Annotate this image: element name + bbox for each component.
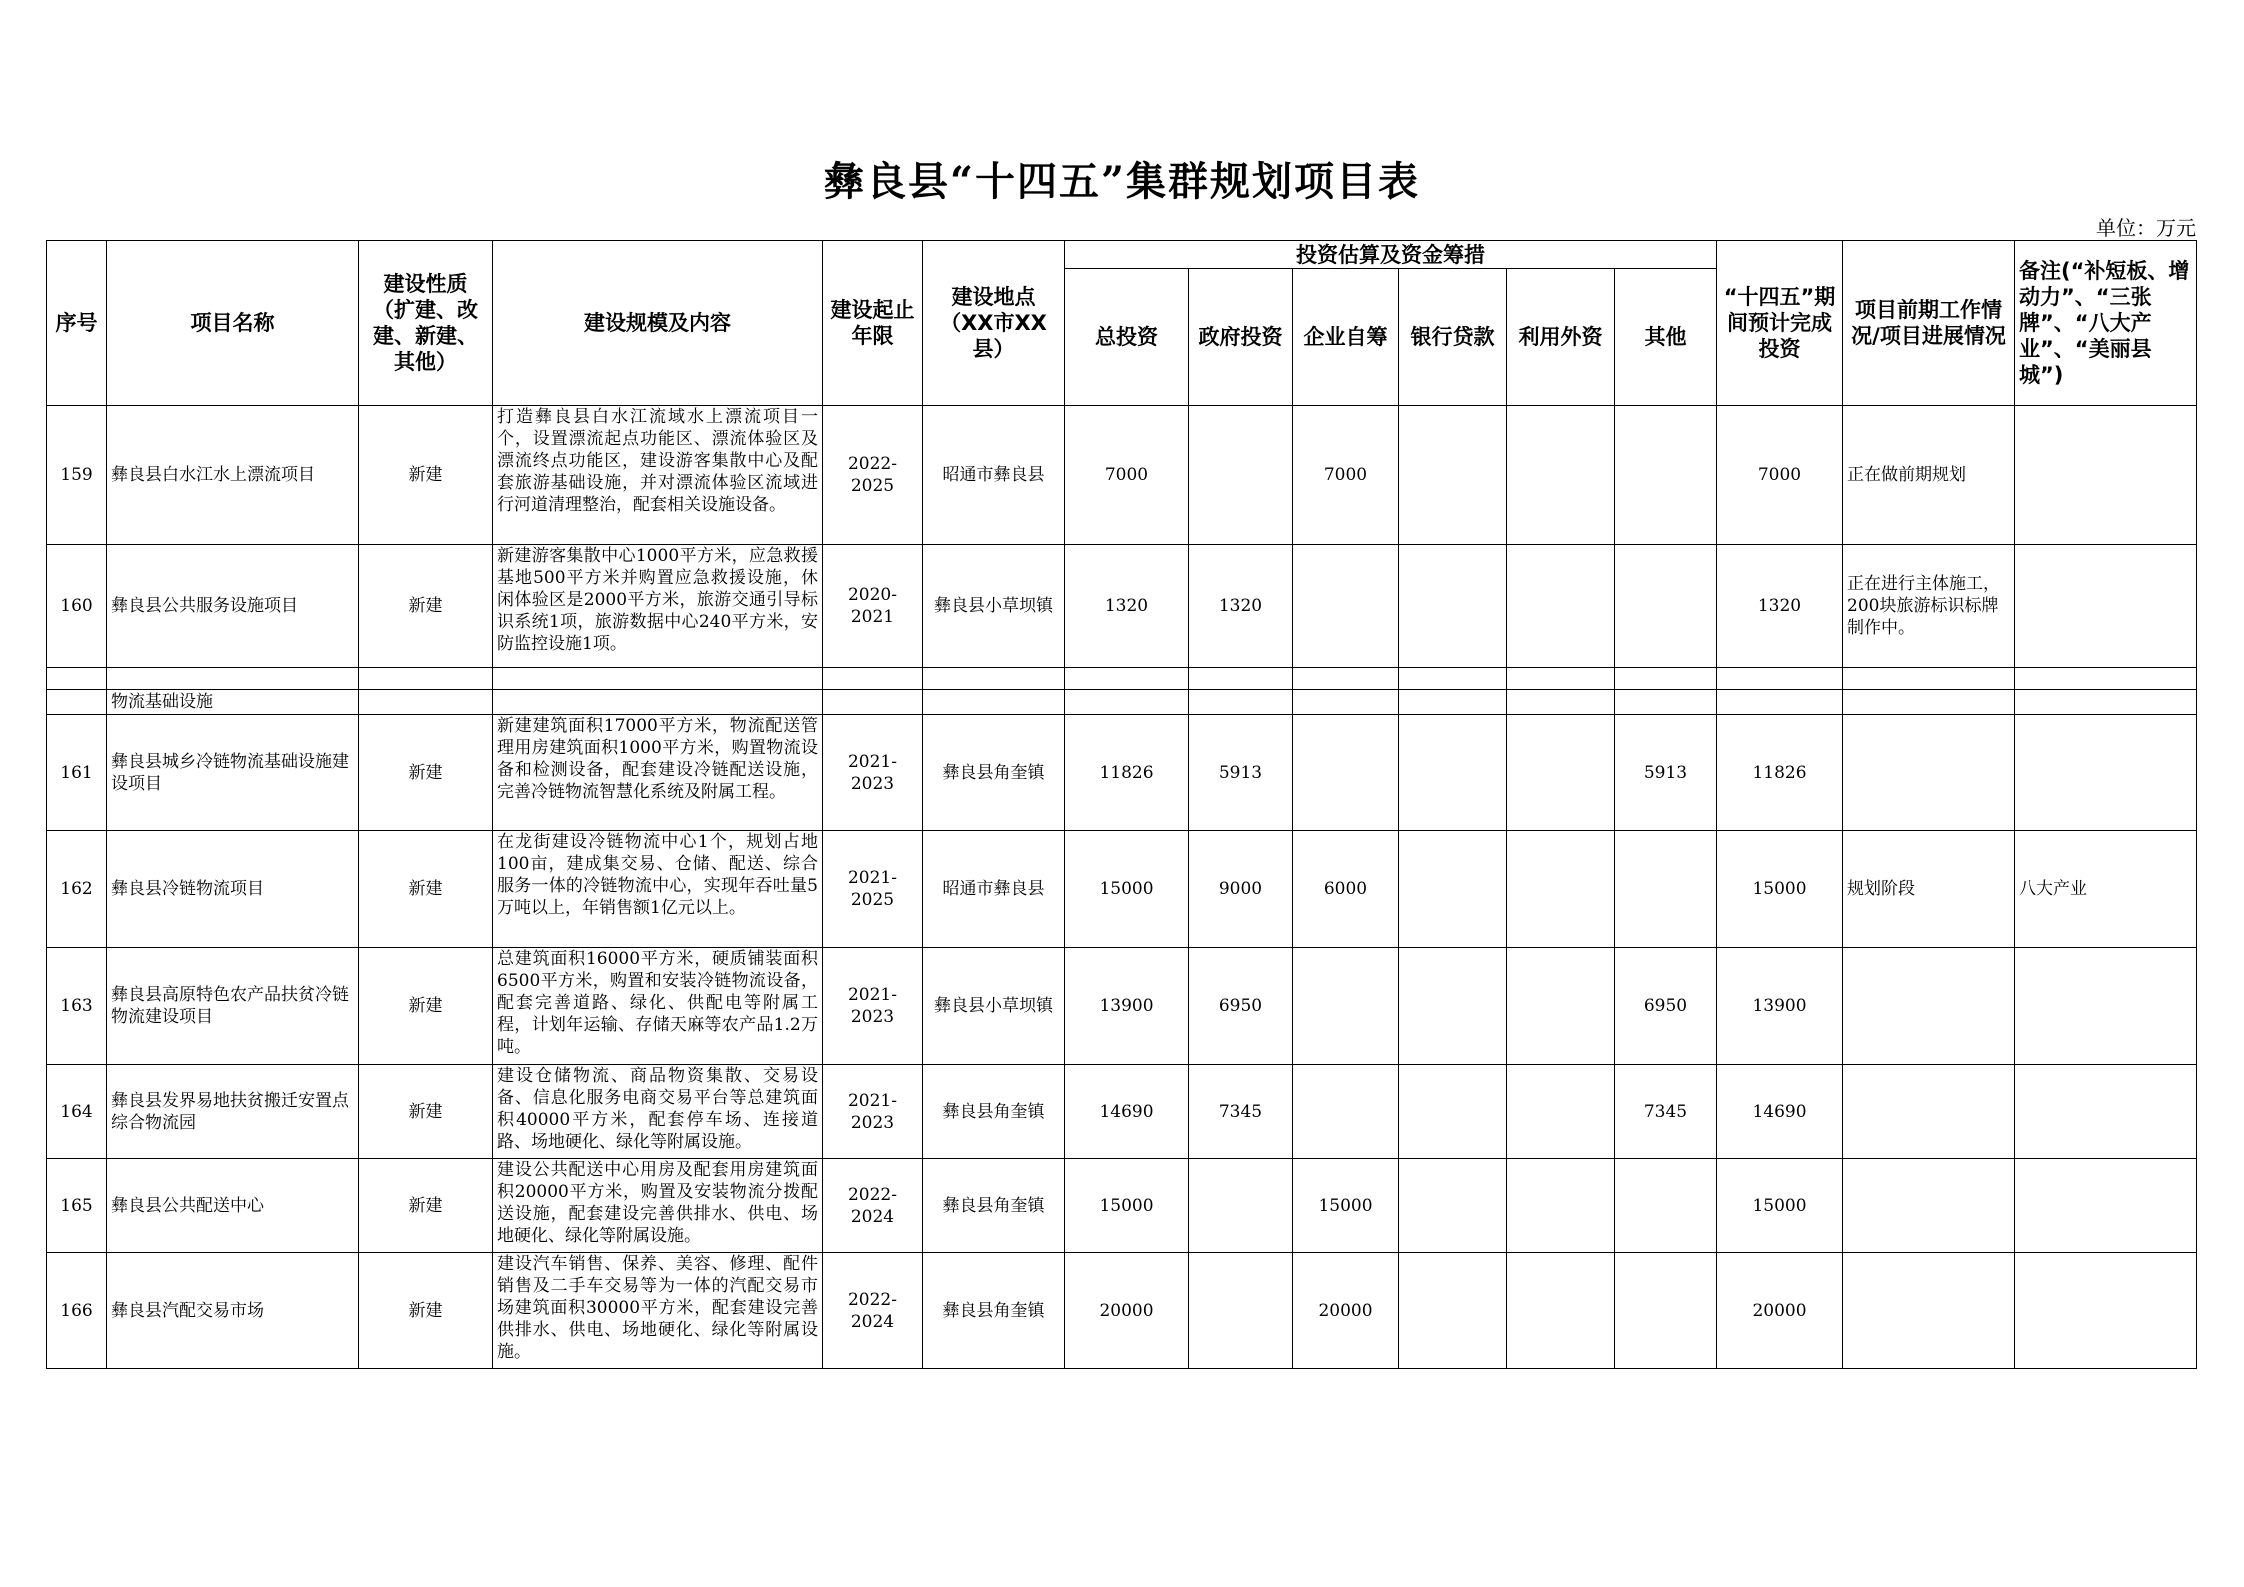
progress-cell: 正在做前期规划 xyxy=(1843,406,2015,545)
progress-cell xyxy=(1843,948,2015,1065)
scope-cell: 在龙街建设冷链物流中心1个，规划占地100亩，建成集交易、仓储、配送、综合服务一体的冷链物流中心，实现年吞吐量5万吨以上，年销售额1亿元以上。 xyxy=(493,831,823,948)
header-seq: 序号 xyxy=(47,241,107,406)
enterprise-invest-cell: 6000 xyxy=(1293,831,1399,948)
gov-invest-cell: 6950 xyxy=(1189,948,1293,1065)
other-invest-cell: 6950 xyxy=(1615,948,1717,1065)
location-cell: 彝良县小草坝镇 xyxy=(923,545,1065,668)
location-cell: 彝良县角奎镇 xyxy=(923,1065,1065,1159)
seq-cell: 162 xyxy=(47,831,107,948)
plan-invest-cell: 20000 xyxy=(1717,1253,1843,1369)
plan-invest-cell: 1320 xyxy=(1717,545,1843,668)
header-period: 建设起止年限 xyxy=(823,241,923,406)
remark-cell xyxy=(2015,545,2197,668)
plan-invest-cell: 13900 xyxy=(1717,948,1843,1065)
remark-cell xyxy=(2015,948,2197,1065)
project-table xyxy=(46,240,2197,1369)
header-progress: 项目前期工作情况/项目进展情况 xyxy=(1843,241,2015,406)
enterprise-invest-cell: 20000 xyxy=(1293,1253,1399,1369)
name-cell: 彝良县汽配交易市场 xyxy=(107,1253,359,1369)
foreign-invest-cell xyxy=(1507,1159,1615,1253)
remark-cell xyxy=(2015,1065,2197,1159)
scope-cell: 打造彝良县白水江流域水上漂流项目一个，设置漂流起点功能区、漂流体验区及漂流终点功能区，建设游客集散中心及配套旅游基础设施，并对漂流体验区流域进行河道清理整治，配套相关设施设备。 xyxy=(493,406,823,545)
period-cell: 2021-2023 xyxy=(823,715,923,831)
header-total: 总投资 xyxy=(1065,269,1189,406)
bank-loan-cell xyxy=(1399,545,1507,668)
scope-cell: 新建建筑面积17000平方米，物流配送管理用房建筑面积1000平方米，购置物流设备和检测设备，配套建设冷链配送设施，完善冷链物流智慧化系统及附属工程。 xyxy=(493,715,823,831)
total-invest-cell: 15000 xyxy=(1065,1159,1189,1253)
remark-cell xyxy=(2015,406,2197,545)
header-plan-invest: “十四五”期间预计完成投资 xyxy=(1717,241,1843,406)
foreign-invest-cell xyxy=(1507,1065,1615,1159)
foreign-invest-cell xyxy=(1507,1253,1615,1369)
location-cell: 彝良县角奎镇 xyxy=(923,715,1065,831)
total-invest-cell: 14690 xyxy=(1065,1065,1189,1159)
remark-cell xyxy=(2015,1159,2197,1253)
nature-cell: 新建 xyxy=(359,1159,493,1253)
enterprise-invest-cell xyxy=(1293,545,1399,668)
unit-label: 单位：万元 xyxy=(2096,216,2196,240)
total-invest-cell: 7000 xyxy=(1065,406,1189,545)
blank-row xyxy=(47,668,2197,690)
foreign-invest-cell xyxy=(1507,715,1615,831)
nature-cell: 新建 xyxy=(359,715,493,831)
seq-cell: 160 xyxy=(47,545,107,668)
remark-cell xyxy=(2015,1253,2197,1369)
progress-cell xyxy=(1843,1065,2015,1159)
scope-cell: 建设公共配送中心用房及配套用房建筑面积20000平方米，购置及安装物流分拨配送设施，配套建设完善供排水、供电、场地硬化、绿化等附属设施。 xyxy=(493,1159,823,1253)
table-row xyxy=(47,545,2197,668)
progress-cell: 正在进行主体施工，200块旅游标识标牌制作中。 xyxy=(1843,545,2015,668)
other-invest-cell xyxy=(1615,406,1717,545)
table-row xyxy=(47,1065,2197,1159)
plan-invest-cell: 15000 xyxy=(1717,831,1843,948)
plan-invest-cell: 7000 xyxy=(1717,406,1843,545)
progress-cell xyxy=(1843,1159,2015,1253)
scope-cell: 建设汽车销售、保养、美容、修理、配件销售及二手车交易等为一体的汽配交易市场建筑面积30000平方米，配套建设完善供排水、供电、场地硬化、绿化等附属设施。 xyxy=(493,1253,823,1369)
other-invest-cell xyxy=(1615,831,1717,948)
foreign-invest-cell xyxy=(1507,831,1615,948)
location-cell: 昭通市彝良县 xyxy=(923,831,1065,948)
gov-invest-cell: 1320 xyxy=(1189,545,1293,668)
location-cell: 彝良县角奎镇 xyxy=(923,1159,1065,1253)
period-cell: 2021-2023 xyxy=(823,948,923,1065)
seq-cell: 159 xyxy=(47,406,107,545)
gov-invest-cell: 7345 xyxy=(1189,1065,1293,1159)
plan-invest-cell: 15000 xyxy=(1717,1159,1843,1253)
other-invest-cell: 7345 xyxy=(1615,1065,1717,1159)
bank-loan-cell xyxy=(1399,831,1507,948)
progress-cell xyxy=(1843,1253,2015,1369)
nature-cell: 新建 xyxy=(359,948,493,1065)
plan-invest-cell: 11826 xyxy=(1717,715,1843,831)
foreign-invest-cell xyxy=(1507,545,1615,668)
gov-invest-cell: 5913 xyxy=(1189,715,1293,831)
scope-cell: 总建筑面积16000平方米，硬质铺装面积6500平方米，购置和安装冷链物流设备，配套完善道路、绿化、供配电等附属工程，计划年运输、存储天麻等农产品1.2万吨。 xyxy=(493,948,823,1065)
page-title: 彝良县“十四五”集群规划项目表 xyxy=(823,158,1420,205)
total-invest-cell: 1320 xyxy=(1065,545,1189,668)
plan-invest-cell: 14690 xyxy=(1717,1065,1843,1159)
table-row xyxy=(47,1159,2197,1253)
table-row xyxy=(47,948,2197,1065)
other-invest-cell xyxy=(1615,1159,1717,1253)
bank-loan-cell xyxy=(1399,948,1507,1065)
header-name: 项目名称 xyxy=(107,241,359,406)
name-cell: 彝良县冷链物流项目 xyxy=(107,831,359,948)
header-invest-group: 投资估算及资金筹措 xyxy=(1065,241,1717,269)
name-cell: 彝良县公共配送中心 xyxy=(107,1159,359,1253)
period-cell: 2022-2024 xyxy=(823,1253,923,1369)
gov-invest-cell xyxy=(1189,1253,1293,1369)
gov-invest-cell: 9000 xyxy=(1189,831,1293,948)
gov-invest-cell xyxy=(1189,406,1293,545)
total-invest-cell: 11826 xyxy=(1065,715,1189,831)
section-row xyxy=(47,690,2197,715)
section-label: 物流基础设施 xyxy=(107,690,359,715)
header-remark: 备注(“补短板、增动力”、“三张牌”、“八大产业”、“美丽县城”) xyxy=(2015,241,2197,406)
other-invest-cell: 5913 xyxy=(1615,715,1717,831)
table-row xyxy=(47,715,2197,831)
header-bank: 银行贷款 xyxy=(1399,269,1507,406)
header-location: 建设地点（XX市XX县） xyxy=(923,241,1065,406)
header-gov: 政府投资 xyxy=(1189,269,1293,406)
location-cell: 昭通市彝良县 xyxy=(923,406,1065,545)
table-row xyxy=(47,1253,2197,1369)
foreign-invest-cell xyxy=(1507,948,1615,1065)
bank-loan-cell xyxy=(1399,406,1507,545)
header-row-1 xyxy=(47,241,2197,269)
bank-loan-cell xyxy=(1399,1159,1507,1253)
total-invest-cell: 13900 xyxy=(1065,948,1189,1065)
enterprise-invest-cell xyxy=(1293,948,1399,1065)
other-invest-cell xyxy=(1615,545,1717,668)
remark-cell: 八大产业 xyxy=(2015,831,2197,948)
gov-invest-cell xyxy=(1189,1159,1293,1253)
nature-cell: 新建 xyxy=(359,1253,493,1369)
bank-loan-cell xyxy=(1399,715,1507,831)
bank-loan-cell xyxy=(1399,1253,1507,1369)
table-row xyxy=(47,406,2197,545)
bank-loan-cell xyxy=(1399,1065,1507,1159)
header-scope: 建设规模及内容 xyxy=(493,241,823,406)
total-invest-cell: 20000 xyxy=(1065,1253,1189,1369)
period-cell: 2021-2023 xyxy=(823,1065,923,1159)
table-row xyxy=(47,831,2197,948)
total-invest-cell: 15000 xyxy=(1065,831,1189,948)
seq-cell: 163 xyxy=(47,948,107,1065)
remark-cell xyxy=(2015,715,2197,831)
name-cell: 彝良县白水江水上漂流项目 xyxy=(107,406,359,545)
name-cell: 彝良县城乡冷链物流基础设施建设项目 xyxy=(107,715,359,831)
nature-cell: 新建 xyxy=(359,1065,493,1159)
nature-cell: 新建 xyxy=(359,831,493,948)
progress-cell: 规划阶段 xyxy=(1843,831,2015,948)
period-cell: 2020-2021 xyxy=(823,545,923,668)
header-nature: 建设性质（扩建、改建、新建、其他） xyxy=(359,241,493,406)
enterprise-invest-cell: 15000 xyxy=(1293,1159,1399,1253)
period-cell: 2021-2025 xyxy=(823,831,923,948)
seq-cell: 166 xyxy=(47,1253,107,1369)
seq-cell: 161 xyxy=(47,715,107,831)
location-cell: 彝良县小草坝镇 xyxy=(923,948,1065,1065)
period-cell: 2022-2025 xyxy=(823,406,923,545)
enterprise-invest-cell: 7000 xyxy=(1293,406,1399,545)
scope-cell: 建设仓储物流、商品物资集散、交易设备、信息化服务电商交易平台等总建筑面积40000平方米，配套停车场、连接道路、场地硬化、绿化等附属设施。 xyxy=(493,1065,823,1159)
header-enterprise: 企业自筹 xyxy=(1293,269,1399,406)
progress-cell xyxy=(1843,715,2015,831)
nature-cell: 新建 xyxy=(359,406,493,545)
scope-cell: 新建游客集散中心1000平方米，应急救援基地500平方米并购置应急救援设施，休闲体验区是2000平方米，旅游交通引导标识系统1项，旅游数据中心240平方米，安防监控设施1项。 xyxy=(493,545,823,668)
enterprise-invest-cell xyxy=(1293,1065,1399,1159)
seq-cell: 165 xyxy=(47,1159,107,1253)
name-cell: 彝良县高原特色农产品扶贫冷链物流建设项目 xyxy=(107,948,359,1065)
nature-cell: 新建 xyxy=(359,545,493,668)
name-cell: 彝良县公共服务设施项目 xyxy=(107,545,359,668)
seq-cell: 164 xyxy=(47,1065,107,1159)
enterprise-invest-cell xyxy=(1293,715,1399,831)
name-cell: 彝良县发界易地扶贫搬迁安置点综合物流园 xyxy=(107,1065,359,1159)
header-foreign: 利用外资 xyxy=(1507,269,1615,406)
foreign-invest-cell xyxy=(1507,406,1615,545)
header-other: 其他 xyxy=(1615,269,1717,406)
other-invest-cell xyxy=(1615,1253,1717,1369)
period-cell: 2022-2024 xyxy=(823,1159,923,1253)
location-cell: 彝良县角奎镇 xyxy=(923,1253,1065,1369)
